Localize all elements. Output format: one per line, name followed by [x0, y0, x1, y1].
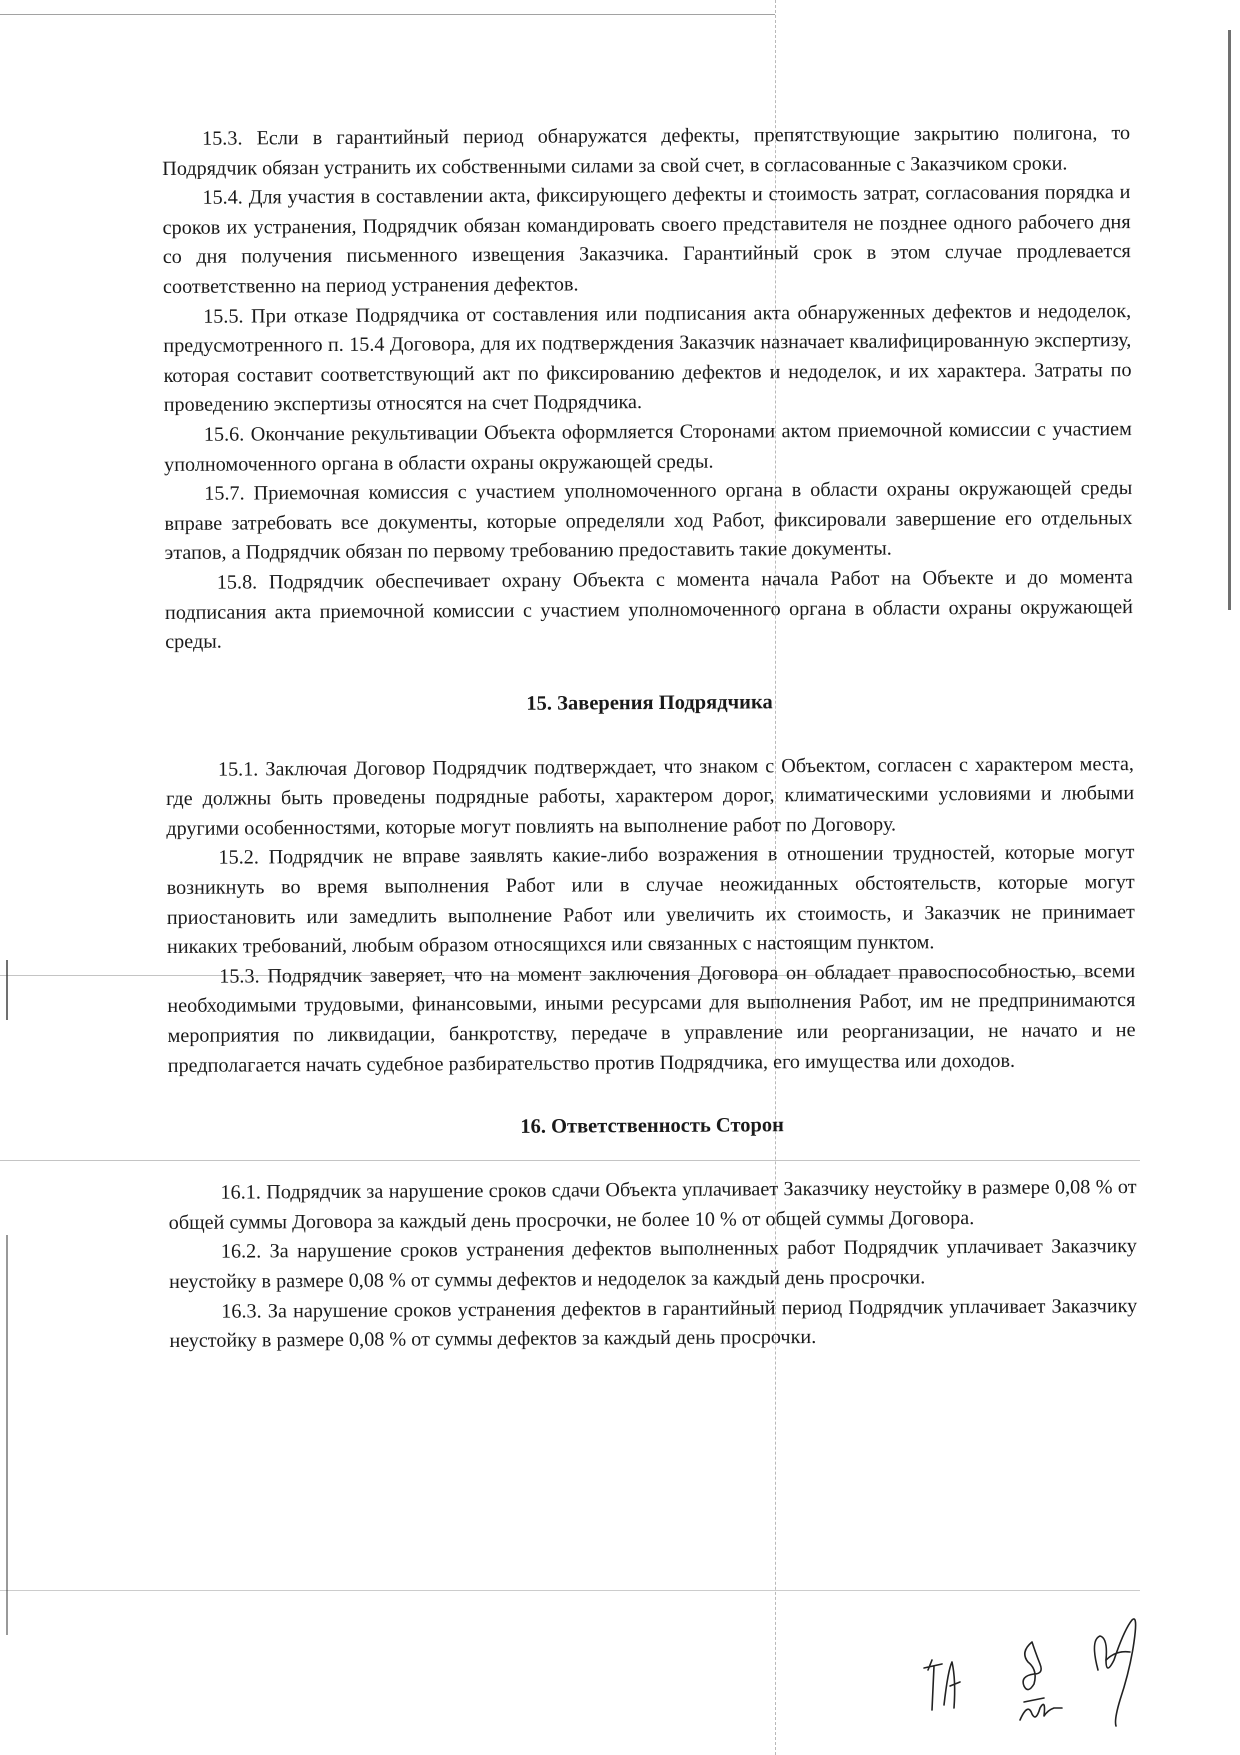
section-title-contractor-assurances: 15. Заверения Подрядчика [526, 690, 773, 715]
paragraph-16-1-delivery-penalty: 16.1. Подрядчик за нарушение сроков сдачи Объекта уплачивает Заказчику неустойку в размере 0,08 % от общей суммы Договора за каждый день просрочки, не более 10 % от общей суммы Договора. [168, 1176, 1137, 1234]
paragraph-15-6-recultivation-end: 15.6. Окончание рекультивации Объекта оформляется Сторонами актом приемочной комиссии с участием уполномоченного органа в области охраны окружающей среды. [164, 418, 1132, 476]
scan-top-border [0, 14, 775, 15]
paragraph-15-7-acceptance-commission: 15.7. Приемочная комиссия с участием уполномоченного органа в области охраны окружающей среды вправе затребовать все документы, которые определяли ход Работ, фиксировали завершение его отдельных этапов, а Подрядчик обязан по первому требованию предоставить такие документы. [164, 477, 1133, 565]
paragraph-15-3-warranty-defects: 15.3. Если в гарантийный период обнаружатся дефекты, препятствующие закрытию полигона, то Подрядчик обязан устранить их собственными силами за свой счет, в согласованные с Заказчиком сроки. [162, 122, 1131, 180]
paragraph-15-4-defect-act: 15.4. Для участия в составлении акта, фиксирующего дефекты и стоимость затрат, согласования порядка и сроков их устранения, Подрядчик обязан командировать своего представителя не позднее одного рабочего дня со дня получения письменного извещения Заказчика. Гарантийный срок в этом случае продлевается соответственно на период устранения дефектов. [162, 181, 1131, 298]
paragraph-15-8-object-security: 15.8. Подрядчик обеспечивает охрану Объекта с момента начала Работ на Объекте и до момента подписания акта приемочной комиссии с участием уполномоченного органа в области охраны окружающей среды. [164, 565, 1134, 654]
paragraph-16-2-defect-penalty: 16.2. За нарушение сроков устранения дефектов выполненных работ Подрядчик уплачивает Заказчику неустойку в размере 0,08 % от суммы дефектов и недоделок за каждый день просрочки. [169, 1235, 1137, 1293]
section-contractor-assurances [166, 750, 1136, 1081]
scan-edge-right [1228, 30, 1231, 610]
scan-edge-left-upper [6, 960, 8, 1020]
scan-edge-left-lower [6, 1235, 8, 1635]
paragraph-15-2-no-objections: 15.2. Подрядчик не вправе заявлять какие-либо возражения в отношении трудностей, которые могут возникнуть во время выполнения Работ или в случае неожиданных обстоятельств, которые могут приостановить или замедлить выполнение Работ или увеличить их стоимость, и Заказчик не принимает никаких требований, любым образом относящихся или связанных с настоящим пунктом. [166, 841, 1135, 959]
paragraph-15-5-refusal-expertise: 15.5. При отказе Подрядчика от составления или подписания акта обнаруженных дефектов и недоделок, предусмотренного п. 15.4 Договора, для их подтверждения Заказчик назначает квалифицированную экспертизу, которая составит соответствующий акт по фиксированию дефектов и недоделок, и их характера. Затраты по проведению экспертизы относятся на счет Подрядчика. [163, 299, 1132, 417]
section-liability [168, 1173, 1137, 1356]
paragraph-15-3-capacity: 15.3. Подрядчик заверяет, что на момент заключения Договора он обладает правоспособностью, всеми необходимыми трудовыми, финансовыми, иными ресурсами для выполнения Работ, им не предпринимаются мероприятия по ликвидации, банкротству, передаче в управление или реорганизации, не начато и не предполагается начать судебное разбирательство против Подрядчика, его имущества или доходов. [167, 959, 1136, 1077]
paragraph-16-3-warranty-penalty: 16.3. За нарушение сроков устранения дефектов в гарантийный период Подрядчик уплачивает Заказчику неустойку в размере 0,08 % от суммы дефектов за каждый день просрочки. [169, 1294, 1138, 1353]
document-body [162, 119, 1138, 1357]
paragraph-15-1-acknowledgement: 15.1. Заключая Договор Подрядчик подтверждает, что знаком с Объектом, согласен с характером места, где должны быть проведены подрядные работы, характером дорог, климатическими условиями и любыми другими особенностями, которые могут повлиять на выполнение работ по Договору. [166, 752, 1135, 840]
section-warranty-continued [162, 119, 1133, 658]
handwritten-signatures-icon [920, 1590, 1180, 1730]
section-title-liability: 16. Ответственность Сторон [520, 1114, 785, 1139]
